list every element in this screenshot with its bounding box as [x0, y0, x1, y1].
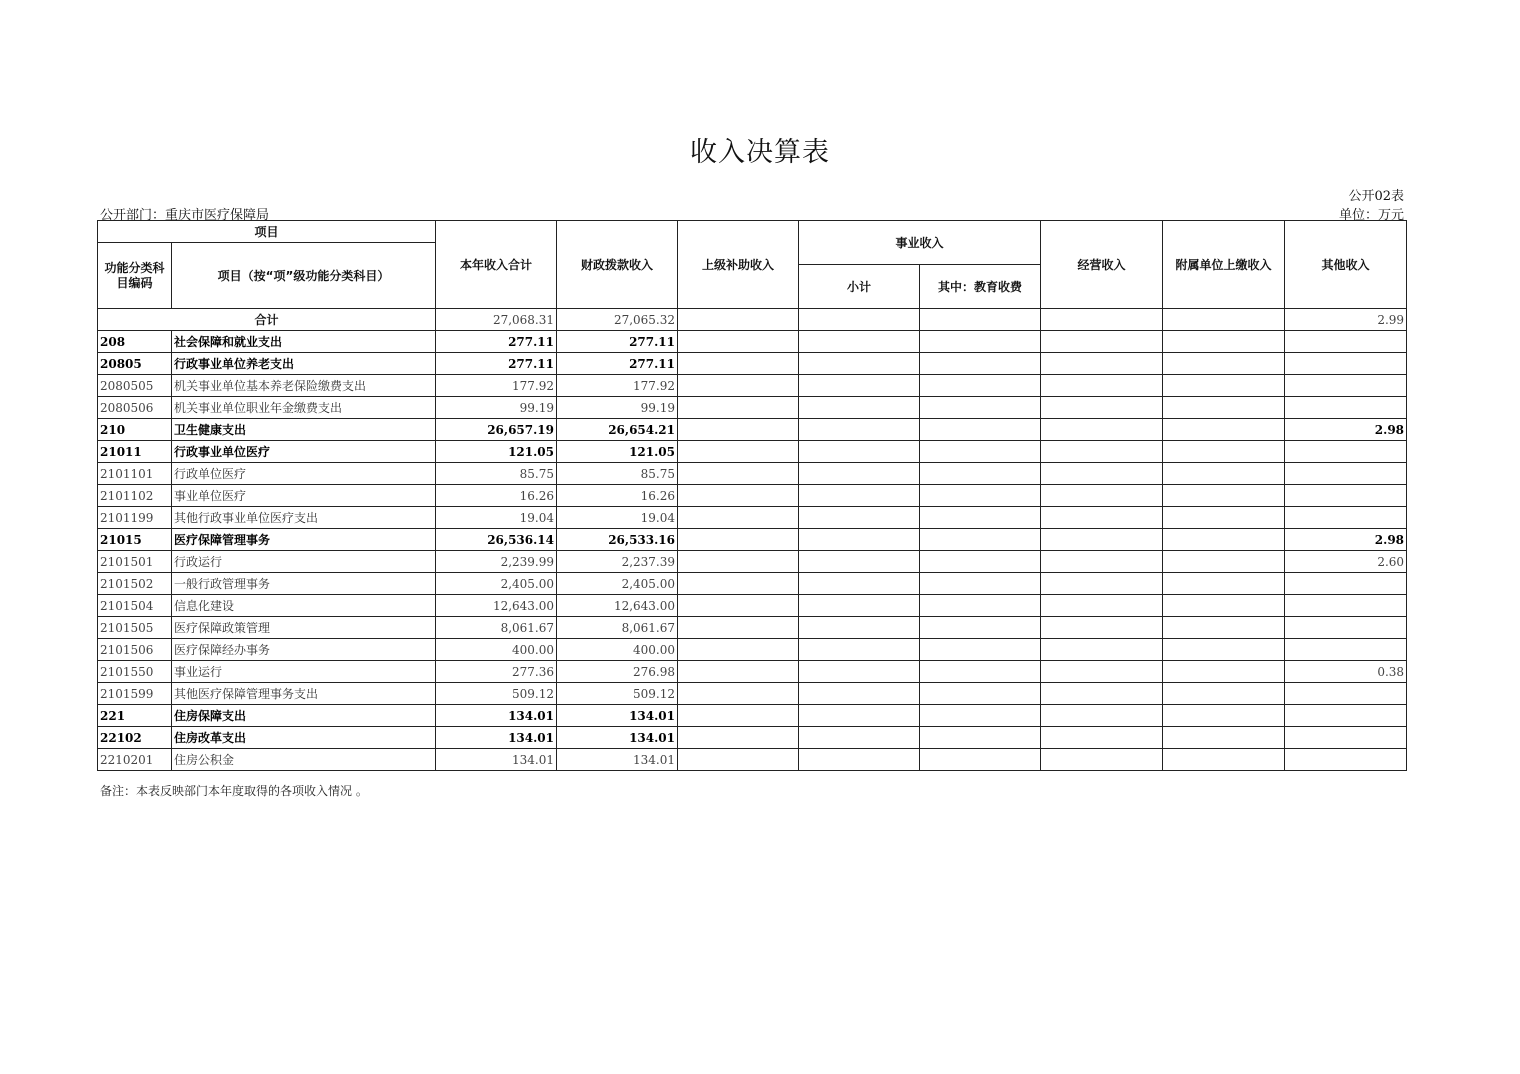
- form-number: 公开02表: [1348, 189, 1404, 204]
- row-edu: [920, 661, 1041, 683]
- header-total-income: 本年收入合计: [436, 221, 557, 309]
- header-fiscal: 财政拨款收入: [557, 221, 678, 309]
- row-operating: [1041, 661, 1163, 683]
- row-fiscal: 19.04: [557, 507, 678, 529]
- row-superior: [678, 485, 799, 507]
- row-name: 其他医疗保障管理事务支出: [172, 683, 436, 705]
- row-subtotal: [799, 463, 920, 485]
- row-code: 2101504: [98, 595, 172, 617]
- row-code: 2101502: [98, 573, 172, 595]
- table-row: [98, 639, 1407, 661]
- row-other: [1285, 353, 1407, 375]
- row-total-income: 26,536.14: [436, 529, 557, 551]
- row-total-income: 177.92: [436, 375, 557, 397]
- row-superior: [678, 529, 799, 551]
- row-subtotal: [799, 485, 920, 507]
- header-business-group: 事业收入: [799, 221, 1041, 265]
- row-edu: [920, 441, 1041, 463]
- row-operating: [1041, 419, 1163, 441]
- row-other: [1285, 705, 1407, 727]
- row-operating: [1041, 331, 1163, 353]
- row-total-income: 8,061.67: [436, 617, 557, 639]
- row-fiscal: 134.01: [557, 727, 678, 749]
- row-subtotal: [799, 617, 920, 639]
- table-row: [98, 397, 1407, 419]
- header-operating: 经营收入: [1041, 221, 1163, 309]
- row-total-income: 134.01: [436, 749, 557, 771]
- row-code: 2101550: [98, 661, 172, 683]
- row-operating: [1041, 683, 1163, 705]
- row-name: 信息化建设: [172, 595, 436, 617]
- row-operating: [1041, 573, 1163, 595]
- row-other: 2.98: [1285, 419, 1407, 441]
- row-subtotal: [799, 419, 920, 441]
- row-total-income: 16.26: [436, 485, 557, 507]
- table-row: [98, 331, 1407, 353]
- row-affiliated: [1163, 617, 1285, 639]
- row-superior: [678, 727, 799, 749]
- row-subtotal: [799, 573, 920, 595]
- row-edu: [920, 727, 1041, 749]
- row-code: 2101102: [98, 485, 172, 507]
- total-operating-cell: [1041, 309, 1163, 331]
- row-code: 221: [98, 705, 172, 727]
- row-edu: [920, 749, 1041, 771]
- row-affiliated: [1163, 353, 1285, 375]
- row-fiscal: 134.01: [557, 705, 678, 727]
- total-row: [98, 309, 1407, 331]
- row-total-income: 509.12: [436, 683, 557, 705]
- income-table: [97, 220, 1407, 771]
- row-subtotal: [799, 375, 920, 397]
- row-affiliated: [1163, 529, 1285, 551]
- total-other-cell: 2.99: [1285, 309, 1407, 331]
- row-name: 一般行政管理事务: [172, 573, 436, 595]
- row-name: 行政运行: [172, 551, 436, 573]
- row-fiscal: 85.75: [557, 463, 678, 485]
- row-affiliated: [1163, 595, 1285, 617]
- table-row: [98, 573, 1407, 595]
- row-operating: [1041, 353, 1163, 375]
- row-other: [1285, 595, 1407, 617]
- table-row: [98, 441, 1407, 463]
- row-affiliated: [1163, 661, 1285, 683]
- row-operating: [1041, 617, 1163, 639]
- row-other: [1285, 573, 1407, 595]
- row-code: 2101505: [98, 617, 172, 639]
- row-other: 2.60: [1285, 551, 1407, 573]
- row-total-income: 134.01: [436, 705, 557, 727]
- row-operating: [1041, 639, 1163, 661]
- row-name: 医疗保障管理事务: [172, 529, 436, 551]
- table-row: [98, 595, 1407, 617]
- row-affiliated: [1163, 419, 1285, 441]
- row-name: 行政事业单位医疗: [172, 441, 436, 463]
- row-affiliated: [1163, 331, 1285, 353]
- row-code: 2080505: [98, 375, 172, 397]
- row-fiscal: 16.26: [557, 485, 678, 507]
- row-subtotal: [799, 397, 920, 419]
- footnote: 备注：本表反映部门本年度取得的各项收入情况 。: [100, 784, 368, 798]
- row-affiliated: [1163, 705, 1285, 727]
- row-subtotal: [799, 661, 920, 683]
- row-operating: [1041, 441, 1163, 463]
- row-subtotal: [799, 705, 920, 727]
- row-fiscal: 12,643.00: [557, 595, 678, 617]
- header-subtotal: 小计: [799, 265, 920, 309]
- row-name: 事业单位医疗: [172, 485, 436, 507]
- row-total-income: 26,657.19: [436, 419, 557, 441]
- row-fiscal: 509.12: [557, 683, 678, 705]
- report-title: 收入决算表: [690, 137, 830, 168]
- header-item-group: 项目: [98, 221, 436, 243]
- row-superior: [678, 441, 799, 463]
- row-superior: [678, 683, 799, 705]
- row-fiscal: 8,061.67: [557, 617, 678, 639]
- row-subtotal: [799, 507, 920, 529]
- row-superior: [678, 639, 799, 661]
- row-other: [1285, 507, 1407, 529]
- row-edu: [920, 617, 1041, 639]
- row-total-income: 277.36: [436, 661, 557, 683]
- header-superior: 上级补助收入: [678, 221, 799, 309]
- row-total-income: 400.00: [436, 639, 557, 661]
- row-edu: [920, 375, 1041, 397]
- row-fiscal: 276.98: [557, 661, 678, 683]
- header-other: 其他收入: [1285, 221, 1407, 309]
- row-fiscal: 277.11: [557, 331, 678, 353]
- row-code: 21011: [98, 441, 172, 463]
- row-superior: [678, 397, 799, 419]
- row-other: [1285, 639, 1407, 661]
- row-edu: [920, 419, 1041, 441]
- row-fiscal: 134.01: [557, 749, 678, 771]
- row-subtotal: [799, 441, 920, 463]
- row-total-income: 99.19: [436, 397, 557, 419]
- row-superior: [678, 595, 799, 617]
- table-row: [98, 375, 1407, 397]
- row-total-income: 277.11: [436, 331, 557, 353]
- row-superior: [678, 419, 799, 441]
- row-operating: [1041, 485, 1163, 507]
- header-code: 功能分类科目编码: [98, 243, 172, 309]
- row-name: 行政单位医疗: [172, 463, 436, 485]
- row-code: 2101199: [98, 507, 172, 529]
- row-total-income: 19.04: [436, 507, 557, 529]
- row-name: 医疗保障经办事务: [172, 639, 436, 661]
- table-row: [98, 727, 1407, 749]
- row-other: [1285, 397, 1407, 419]
- row-fiscal: 400.00: [557, 639, 678, 661]
- table-row: [98, 683, 1407, 705]
- header-affiliated: 附属单位上缴收入: [1163, 221, 1285, 309]
- row-superior: [678, 375, 799, 397]
- row-edu: [920, 507, 1041, 529]
- row-subtotal: [799, 331, 920, 353]
- row-fiscal: 99.19: [557, 397, 678, 419]
- row-total-income: 2,405.00: [436, 573, 557, 595]
- table-row: [98, 353, 1407, 375]
- row-affiliated: [1163, 551, 1285, 573]
- row-code: 2210201: [98, 749, 172, 771]
- row-operating: [1041, 749, 1163, 771]
- row-other: [1285, 463, 1407, 485]
- table-row: [98, 661, 1407, 683]
- table-row: [98, 507, 1407, 529]
- row-fiscal: 177.92: [557, 375, 678, 397]
- total-label: 合计: [98, 309, 436, 331]
- row-superior: [678, 705, 799, 727]
- row-edu: [920, 485, 1041, 507]
- row-code: 20805: [98, 353, 172, 375]
- row-code: 21015: [98, 529, 172, 551]
- total-fiscal-cell: 27,065.32: [557, 309, 678, 331]
- table-row: [98, 485, 1407, 507]
- row-edu: [920, 353, 1041, 375]
- row-other: [1285, 617, 1407, 639]
- row-name: 住房改革支出: [172, 727, 436, 749]
- row-edu: [920, 529, 1041, 551]
- row-name: 行政事业单位养老支出: [172, 353, 436, 375]
- unit-label: 单位：万元: [1338, 208, 1404, 223]
- table-row: [98, 617, 1407, 639]
- row-other: [1285, 683, 1407, 705]
- row-other: 0.38: [1285, 661, 1407, 683]
- row-subtotal: [799, 727, 920, 749]
- row-code: 210: [98, 419, 172, 441]
- row-operating: [1041, 463, 1163, 485]
- row-affiliated: [1163, 683, 1285, 705]
- row-other: [1285, 441, 1407, 463]
- row-subtotal: [799, 353, 920, 375]
- row-fiscal: 26,654.21: [557, 419, 678, 441]
- row-operating: [1041, 727, 1163, 749]
- row-code: 2101501: [98, 551, 172, 573]
- row-code: 2101101: [98, 463, 172, 485]
- row-code: 2101599: [98, 683, 172, 705]
- table-row: [98, 419, 1407, 441]
- row-total-income: 2,239.99: [436, 551, 557, 573]
- row-code: 2080506: [98, 397, 172, 419]
- row-subtotal: [799, 551, 920, 573]
- row-fiscal: 121.05: [557, 441, 678, 463]
- row-operating: [1041, 551, 1163, 573]
- row-affiliated: [1163, 639, 1285, 661]
- row-superior: [678, 353, 799, 375]
- total-affiliated-cell: [1163, 309, 1285, 331]
- department-label: 公开部门：重庆市医疗保障局: [100, 208, 270, 223]
- row-edu: [920, 331, 1041, 353]
- table-row: [98, 551, 1407, 573]
- row-total-income: 85.75: [436, 463, 557, 485]
- total-income-cell: 27,068.31: [436, 309, 557, 331]
- row-other: [1285, 749, 1407, 771]
- table-row: [98, 749, 1407, 771]
- row-edu: [920, 573, 1041, 595]
- row-name: 机关事业单位基本养老保险缴费支出: [172, 375, 436, 397]
- row-total-income: 12,643.00: [436, 595, 557, 617]
- row-edu: [920, 639, 1041, 661]
- row-affiliated: [1163, 441, 1285, 463]
- total-subtotal-cell: [799, 309, 920, 331]
- row-name: 医疗保障政策管理: [172, 617, 436, 639]
- total-superior-cell: [678, 309, 799, 331]
- row-fiscal: 26,533.16: [557, 529, 678, 551]
- row-name: 社会保障和就业支出: [172, 331, 436, 353]
- total-edu-cell: [920, 309, 1041, 331]
- row-superior: [678, 463, 799, 485]
- row-edu: [920, 705, 1041, 727]
- row-edu: [920, 595, 1041, 617]
- row-operating: [1041, 705, 1163, 727]
- row-affiliated: [1163, 397, 1285, 419]
- row-superior: [678, 661, 799, 683]
- row-total-income: 277.11: [436, 353, 557, 375]
- row-superior: [678, 551, 799, 573]
- row-affiliated: [1163, 485, 1285, 507]
- row-subtotal: [799, 529, 920, 551]
- row-affiliated: [1163, 749, 1285, 771]
- row-fiscal: 2,405.00: [557, 573, 678, 595]
- row-name: 卫生健康支出: [172, 419, 436, 441]
- row-edu: [920, 463, 1041, 485]
- header-name: 项目（按“项”级功能分类科目）: [172, 243, 436, 309]
- row-edu: [920, 397, 1041, 419]
- row-code: 2101506: [98, 639, 172, 661]
- row-edu: [920, 683, 1041, 705]
- row-superior: [678, 507, 799, 529]
- row-other: 2.98: [1285, 529, 1407, 551]
- row-affiliated: [1163, 573, 1285, 595]
- row-total-income: 121.05: [436, 441, 557, 463]
- row-operating: [1041, 507, 1163, 529]
- row-superior: [678, 331, 799, 353]
- row-affiliated: [1163, 507, 1285, 529]
- table-row: [98, 529, 1407, 551]
- row-operating: [1041, 397, 1163, 419]
- row-operating: [1041, 595, 1163, 617]
- row-superior: [678, 617, 799, 639]
- row-code: 208: [98, 331, 172, 353]
- row-name: 其他行政事业单位医疗支出: [172, 507, 436, 529]
- row-other: [1285, 331, 1407, 353]
- row-superior: [678, 749, 799, 771]
- row-subtotal: [799, 683, 920, 705]
- row-fiscal: 2,237.39: [557, 551, 678, 573]
- table-row: [98, 705, 1407, 727]
- row-name: 机关事业单位职业年金缴费支出: [172, 397, 436, 419]
- row-name: 事业运行: [172, 661, 436, 683]
- row-superior: [678, 573, 799, 595]
- row-name: 住房保障支出: [172, 705, 436, 727]
- header-edu-fee: 其中：教育收费: [920, 265, 1041, 309]
- row-affiliated: [1163, 727, 1285, 749]
- row-name: 住房公积金: [172, 749, 436, 771]
- row-affiliated: [1163, 375, 1285, 397]
- row-other: [1285, 485, 1407, 507]
- row-total-income: 134.01: [436, 727, 557, 749]
- row-other: [1285, 727, 1407, 749]
- row-other: [1285, 375, 1407, 397]
- row-subtotal: [799, 639, 920, 661]
- row-affiliated: [1163, 463, 1285, 485]
- row-operating: [1041, 375, 1163, 397]
- row-subtotal: [799, 749, 920, 771]
- table-row: [98, 463, 1407, 485]
- row-fiscal: 277.11: [557, 353, 678, 375]
- row-code: 22102: [98, 727, 172, 749]
- row-edu: [920, 551, 1041, 573]
- row-operating: [1041, 529, 1163, 551]
- row-subtotal: [799, 595, 920, 617]
